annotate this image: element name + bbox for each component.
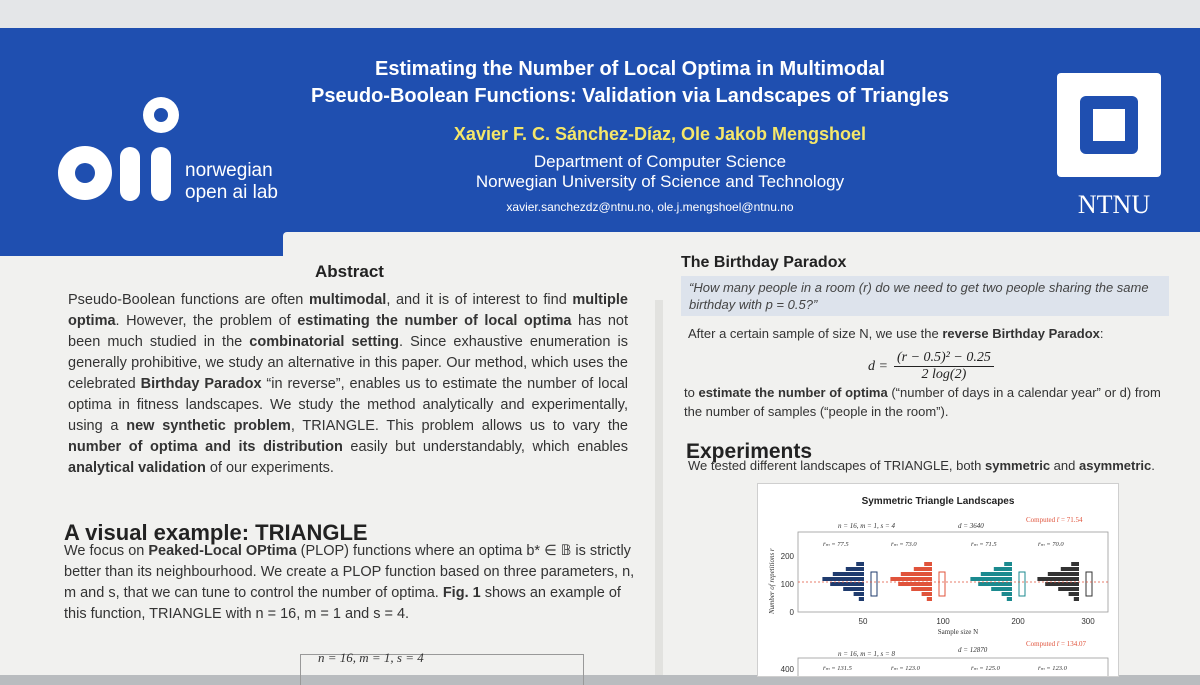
histogram-bar (1069, 592, 1079, 596)
histogram-bar (1045, 582, 1079, 586)
ntnu-logo-icon (1057, 73, 1161, 177)
boxplot (939, 572, 945, 596)
histogram-bar (846, 567, 864, 571)
visual-example-heading: A visual example: TRIANGLE (64, 520, 368, 545)
histogram-bar (1071, 562, 1079, 566)
birthday-quote: “How many people in a room (r) do we need to get two people sharing the same birthday with p = 0.5?” (681, 276, 1169, 316)
histogram-bar (911, 587, 932, 591)
poster-authors: Xavier F. C. Sánchez-Díaz, Ole Jakob Mengshoel (453, 124, 867, 144)
symmetric-landscapes-figure (757, 483, 1119, 677)
histogram-bar (859, 597, 864, 601)
histogram-bar (833, 572, 864, 576)
panel-params-label: n = 16, m = 1, s = 4 (838, 522, 895, 530)
abstract-heading: Abstract (315, 262, 384, 281)
reverse-paradox-intro: After a certain sample of size N, we use the reverse Birthday Paradox: (688, 326, 1104, 341)
histogram-bar (1004, 562, 1012, 566)
histogram-bar (843, 587, 864, 591)
plot2-y-tick-label: 400 (780, 665, 794, 674)
x-tick-label: 300 (1081, 617, 1095, 626)
histogram-bar (922, 592, 932, 596)
histogram-bar (898, 582, 932, 586)
histogram-bar (927, 597, 932, 601)
figure-title: Symmetric Triangle Landscapes (861, 496, 1015, 507)
panel2-mean-label: r̄ₘ = 125.0 (971, 665, 1000, 672)
boxplot (1086, 572, 1092, 596)
panel-mean-label: r̄ₘ = 70.0 (1038, 541, 1064, 548)
histogram-bar (830, 582, 864, 586)
histogram-bar (1037, 577, 1079, 581)
lab-name: norwegian open ai lab (185, 160, 278, 203)
affiliation: Department of Computer Science Norwegian University of Science and Technology (475, 152, 845, 191)
panel2-computed-label: Computed r̄ = 134.07 (1026, 640, 1086, 648)
wall-background (0, 0, 1200, 30)
panel-d-label: d = 3640 (958, 522, 984, 530)
histogram-bar (822, 577, 864, 581)
panel-computed-label: Computed r̄ = 71.54 (1026, 516, 1083, 524)
experiments-text: We tested different landscapes of TRIANGLE, both symmetric and asymmetric. (688, 458, 1155, 473)
histogram-bar (901, 572, 932, 576)
birthday-paradox-heading: The Birthday Paradox (681, 254, 847, 271)
histogram-bar (1058, 587, 1079, 591)
boxplot (1019, 572, 1025, 596)
abstract-text: Pseudo-Boolean functions are often multimodal, and it is of interest to find multiple optima. However, the problem of estimating the number of local optima has not been much studied in the combinatorial setting. Since exhaustive enumeration is generally prohibitive, we study an alternative in this paper. Our method, which uses the celebrated Birthday Paradox “in reverse”, enables us to estimate the number of local optima in fitness landscapes. We study the method analytically and experimentally, using a new synthetic problem, TRIANGLE. This problem allows us to vary the number of optima and its distribution easily but understandably, which enables analytical validation of our experiments. (68, 292, 629, 476)
x-axis-label: Sample size N (937, 628, 979, 636)
experiments-heading: Experiments (686, 440, 813, 463)
histogram-bar (914, 567, 932, 571)
histogram-bar (854, 592, 864, 596)
histogram-bar (991, 587, 1012, 591)
y-tick-label: 100 (780, 580, 794, 589)
histogram-bar (890, 577, 932, 581)
poster-title: Estimating the Number of Local Optima in Multimodal Pseudo-Boolean Functions: Validation via Landscapes of Triangles (311, 58, 949, 107)
x-tick-label: 100 (936, 617, 950, 626)
panel2-mean-label: r̄ₘ = 123.0 (1038, 665, 1067, 672)
visual-example-text: We focus on Peaked-Local OPtima (PLOP) functions where an optima b* ∈ 𝔹 is strictly better than its neighbourhood. We create a PLOP function based on three parameters, n, m and s, that we can tune to control the number of optima. Fig. 1 shows an example of this function, TRIANGLE with n = 16, m = 1 and s = 4. (64, 543, 635, 622)
panel-mean-label: r̄ₘ = 71.5 (971, 541, 997, 548)
histogram-bar (1007, 597, 1012, 601)
y-tick-label: 0 (789, 608, 794, 617)
boxplot (871, 572, 877, 596)
histogram-bar (924, 562, 932, 566)
panel-mean-label: r̄ₘ = 73.0 (891, 541, 917, 548)
panel2-mean-label: r̄ₘ = 131.5 (823, 665, 852, 672)
panel-mean-label: r̄ₘ = 77.5 (823, 541, 849, 548)
histogram-bar (978, 582, 1012, 586)
ntnu-label: NTNU (1077, 190, 1151, 219)
histogram-bar (981, 572, 1012, 576)
panel2-mean-label: r̄ₘ = 123.0 (891, 665, 920, 672)
histogram-bar (1048, 572, 1079, 576)
figure-plot (758, 484, 1118, 676)
panel2-d-label: d = 12870 (958, 646, 988, 654)
reverse-paradox-formula: d = $\frac{\text{(r − 0.5)² − 0.25}}{2 \log(2)}$ (868, 350, 994, 383)
histogram-bar (970, 577, 1012, 581)
y-axis-label: Number of repetitions r (768, 548, 776, 614)
contact-emails: xavier.sanchezdz@ntnu.no, ole.j.mengshoel@ntnu.no (506, 200, 794, 214)
x-tick-label: 200 (1011, 617, 1025, 626)
y-tick-label: 200 (780, 552, 794, 561)
estimate-description: to estimate the number of optima (“number of days in a calendar year” or d) from the number of samples (“people in the room”). (684, 385, 1161, 419)
panel2-params-label: n = 16, m = 1, s = 8 (838, 650, 895, 658)
column-divider (655, 300, 663, 675)
histogram-bar (1002, 592, 1012, 596)
histogram-bar (856, 562, 864, 566)
triangle-figure-label: n = 16, m = 1, s = 4 (318, 650, 424, 665)
histogram-bar (994, 567, 1012, 571)
x-tick-label: 50 (858, 617, 868, 626)
histogram-bar (1061, 567, 1079, 571)
histogram-bar (1074, 597, 1079, 601)
